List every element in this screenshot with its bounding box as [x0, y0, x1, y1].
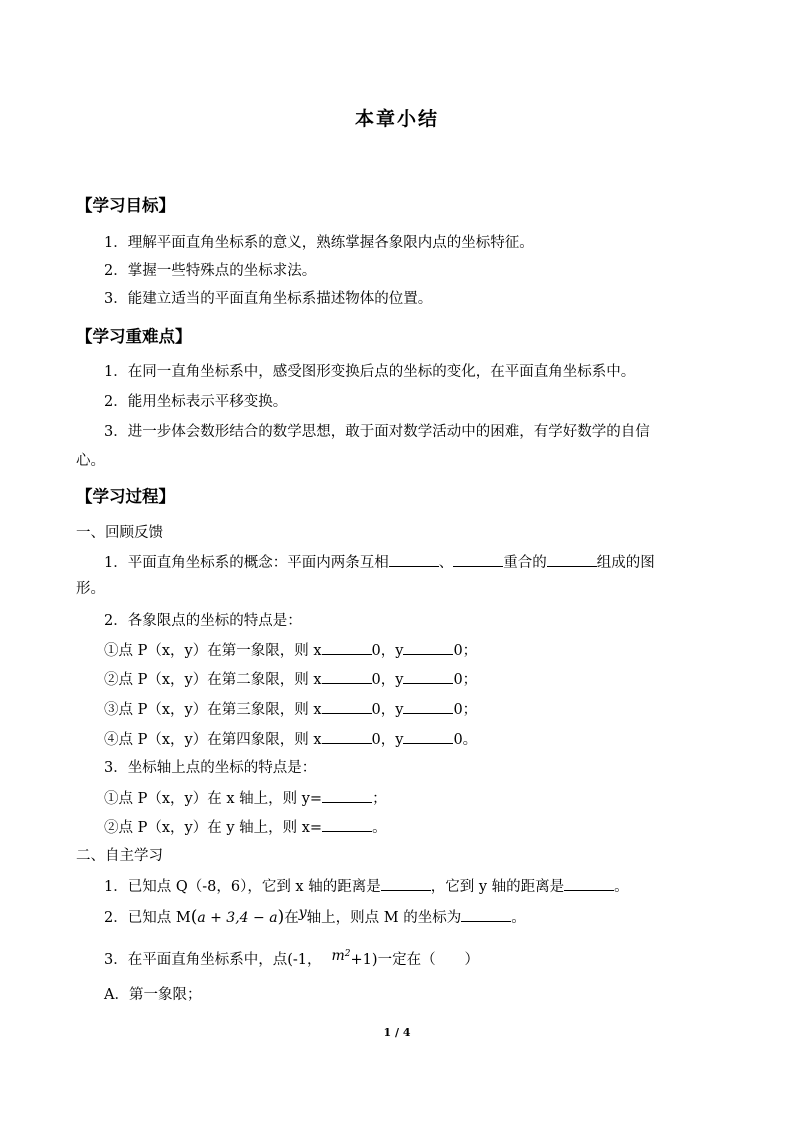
answer-blank[interactable] [461, 907, 511, 922]
answer-blank[interactable] [322, 669, 372, 684]
keypoint-item: 1．在同一直角坐标系中，感受图形变换后点的坐标的变化，在平面直角坐标系中。 [104, 364, 636, 380]
math-expression: (a + 3,4 − a) [190, 907, 285, 927]
answer-blank[interactable] [403, 699, 453, 714]
question-point-m: 2．已知点 M(a + 3,4 − a)在y轴上，则点 M 的坐标为 。 [104, 905, 526, 927]
section-heading-goals: 【学习目标】 [76, 196, 175, 215]
answer-blank[interactable] [403, 669, 453, 684]
keypoint-item: 心。 [76, 453, 105, 469]
answer-blank[interactable] [322, 729, 372, 744]
part2-heading: 二、自主学习 [76, 848, 163, 864]
quadrant-item: ②点 P（x，y）在第二象限，则 x 0，y 0； [104, 669, 477, 690]
answer-blank[interactable] [403, 640, 453, 655]
keypoint-item: 3．进一步体会数形结合的数学思想，敢于面对数学活动中的困难，有学好数学的自信 [104, 424, 650, 440]
goal-item: 2．掌握一些特殊点的坐标求法。 [104, 263, 317, 279]
quadrant-item: ③点 P（x，y）在第三象限，则 x 0，y 0； [104, 699, 477, 720]
question-choice: 3．在平面直角坐标系中，点(-1， $m^2+1$)一定在（ ） [104, 948, 480, 968]
quadrant-item: ④点 P（x，y）在第四象限，则 x 0，y 0。 [104, 729, 477, 750]
option-a: A．第一象限； [104, 987, 202, 1003]
keypoint-item: 2．能用坐标表示平移变换。 [104, 394, 288, 410]
answer-blank[interactable] [381, 876, 431, 891]
quadrant-item: ①点 P（x，y）在第一象限，则 x 0，y 0； [104, 640, 477, 661]
answer-blank[interactable] [564, 876, 614, 891]
section-heading-process: 【学习过程】 [76, 487, 175, 506]
answer-blank[interactable] [322, 817, 372, 832]
part1-heading: 一、回顾反馈 [76, 525, 163, 541]
goal-item: 3．能建立适当的平面直角坐标系描述物体的位置。 [104, 291, 433, 307]
page-number: 1 / 4 [383, 1026, 411, 1039]
page-title: 本章小结 [354, 108, 439, 130]
answer-blank[interactable] [403, 729, 453, 744]
section-heading-keypoints: 【学习重难点】 [76, 327, 192, 346]
axis-item: ①点 P（x，y）在 x 轴上，则 y= ； [104, 788, 387, 809]
question-quadrant: 2．各象限点的坐标的特点是： [104, 613, 302, 629]
question-concept-cont: 形。 [76, 581, 105, 597]
goal-item: 1．理解平面直角坐标系的意义，熟练掌握各象限内点的坐标特征。 [104, 235, 534, 251]
answer-blank[interactable] [389, 552, 439, 567]
answer-blank[interactable] [322, 699, 372, 714]
answer-blank[interactable] [322, 788, 372, 803]
answer-blank[interactable] [453, 552, 503, 567]
answer-blank[interactable] [547, 552, 597, 567]
axis-item: ②点 P（x，y）在 y 轴上，则 x= 。 [104, 817, 387, 838]
question-axis: 3．坐标轴上点的坐标的特点是： [104, 760, 317, 776]
question-concept: 1．平面直角坐标系的概念：平面内两条互相 、 重合的 组成的图 [104, 552, 655, 573]
question-distance: 1．已知点 Q（-8，6），它到 x 轴的距离是 ，它到 y 轴的距离是 。 [104, 876, 629, 897]
answer-blank[interactable] [322, 640, 372, 655]
